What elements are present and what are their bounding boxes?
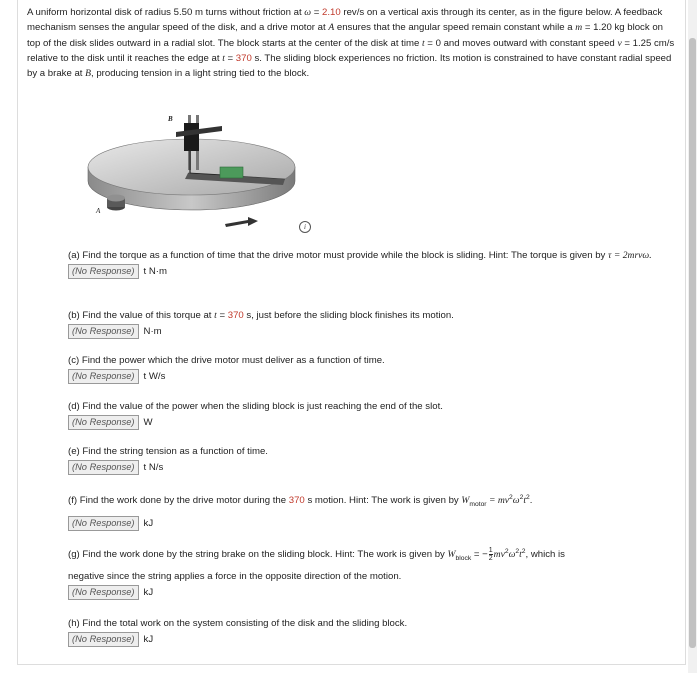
part-b-unit: N·m (143, 326, 162, 337)
brake-housing (184, 123, 199, 151)
part-d-response-field[interactable]: (No Response) (68, 415, 139, 430)
part-c-question: (c) Find the power which the drive motor must deliver as a function of time. (68, 355, 385, 366)
part-g (68, 544, 678, 600)
part-f (68, 490, 532, 531)
part-g-question: (g) Find the work done by the string brake on the sliding block. Hint: The work is given by $W_{block}$ = − $\frac{1}{2}$ $mv^2\omega^2t^2$, which is (68, 547, 565, 563)
scrollbar-thumb[interactable] (689, 38, 696, 648)
part-c-unit: t W/s (143, 371, 166, 382)
part-c-response-field[interactable]: (No Response) (68, 369, 139, 384)
part-a-question: (a) Find the torque as a function of time that the drive motor must provide while the block is sliding. Hint: The torque is given by τ = 2mrvω. (68, 250, 652, 261)
label-b: B (168, 115, 173, 123)
part-e-response-field[interactable]: (No Response) (68, 460, 139, 475)
part-g-question-line2: negative since the string applies a force in the opposite direction of the motion. (68, 571, 402, 583)
part-d-unit: W (143, 417, 153, 428)
label-a: A (96, 207, 101, 215)
part-h-question: (h) Find the total work on the system consisting of the disk and the sliding block. (68, 618, 408, 629)
part-h-response-field[interactable]: (No Response) (68, 632, 139, 647)
part-b (68, 308, 454, 339)
part-f-question: (f) Find the work done by the drive motor during the 370 s motion. Hint: The work is given by $W_{motor} = mv^2\omega^2t^2$. (68, 494, 533, 509)
part-h-unit: kJ (143, 634, 154, 645)
part-f-response-field[interactable]: (No Response) (68, 516, 139, 531)
part-f-unit: kJ (143, 518, 154, 530)
part-a-unit: t N·m (143, 266, 167, 277)
part-a-response-field[interactable]: (No Response) (68, 264, 139, 279)
part-a (68, 248, 678, 279)
sliding-block (220, 167, 243, 178)
part-g-response-field[interactable]: (No Response) (68, 585, 139, 600)
info-icon[interactable]: i (299, 221, 311, 233)
rotating-disk-figure (80, 105, 330, 240)
problem-statement: A uniform horizontal disk of radius 5.50 m turns without friction at ω = 2.10 rev/s on a vertical axis through its center, as in the figure below. A feedback mechanism senses the angular speed of the disk, and a drive motor at A ensures that the angular speed remain constant while a m = 1.20 kg block on top of the disk slides outward in a radial slot. The block starts at the center of the disk at time t = 0 and moves outward with constant speed v = 1.25 cm/s relative to the disk until it reaches the edge at t = 370 s. The sliding block experiences no friction. Its motion is constrained to have constant radial speed by a brake at B, producing tension in a light string tied to the block. (27, 7, 675, 80)
part-g-unit: kJ (143, 587, 154, 599)
part-h (68, 616, 407, 647)
part-e-unit: t N/s (143, 462, 164, 473)
part-c (68, 353, 385, 384)
part-e-question: (e) Find the string tension as a function of time. (68, 446, 268, 457)
part-d-question: (d) Find the value of the power when the sliding block is just reaching the end of the slot. (68, 401, 443, 412)
part-b-response-field[interactable]: (No Response) (68, 324, 139, 339)
one-half-fraction: $\frac{1}{2}$ (488, 547, 493, 563)
part-d (68, 399, 443, 430)
part-b-question: (b) Find the value of this torque at t = 370 s, just before the sliding block finishes its motion. (68, 310, 454, 321)
part-e (68, 444, 268, 475)
rotation-arrow (225, 217, 258, 227)
